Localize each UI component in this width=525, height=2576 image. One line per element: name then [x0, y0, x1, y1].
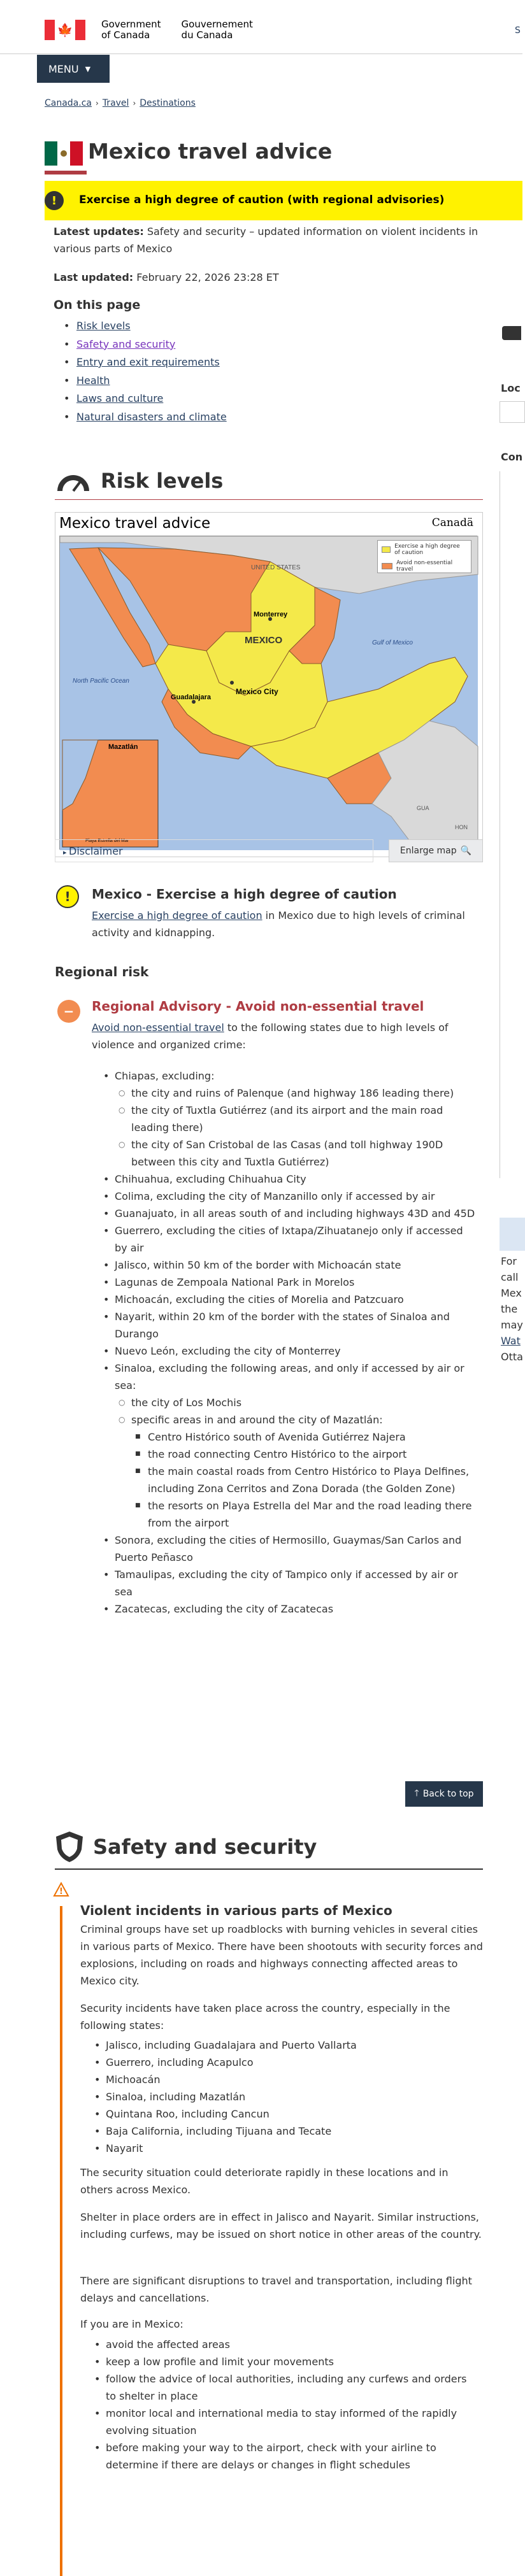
- map-label-hon: HON: [455, 824, 468, 830]
- list-item: • Michoacán: [93, 2071, 475, 2088]
- map-label-inset: Playa Estrella del Mar: [85, 839, 129, 843]
- shield-icon: [55, 1830, 84, 1863]
- list-item: • Quintana Roo, including Cancun: [93, 2105, 475, 2123]
- list-item: • Michoacán, excluding the cities of Morelia and Patzcuaro: [102, 1291, 478, 1308]
- regional-risk-heading: Regional risk: [55, 964, 149, 979]
- map-label-guadalajara: Guadalajara: [171, 694, 211, 701]
- header-divider: [0, 53, 522, 54]
- national-advisory-title: Mexico - Exercise a high degree of caution: [92, 886, 397, 902]
- disclaimer-toggle[interactable]: [55, 839, 373, 862]
- safety-paragraph: If you are in Mexico:: [80, 2318, 183, 2330]
- regional-advisory-title: Regional Advisory - Avoid non-essential travel: [92, 999, 424, 1014]
- breadcrumb: [45, 98, 196, 108]
- list-item: • Nayarit: [93, 2140, 475, 2157]
- toc-entry-exit[interactable]: Entry and exit requirements: [76, 356, 220, 368]
- breadcrumb-destinations[interactable]: Destinations: [140, 98, 196, 108]
- sidebar-heading: Con: [501, 451, 523, 463]
- map-city-dot: [230, 681, 234, 685]
- list-item: • Tamaulipas, excluding the city of Tampico only if accessed by air or sea: [102, 1566, 478, 1600]
- latest-updates: [54, 223, 480, 257]
- list-item: ○ the city of Tuxtla Gutiérrez (and its airport and the main road leading there): [119, 1102, 478, 1136]
- list-item: • Nuevo León, excluding the city of Monterrey: [102, 1342, 478, 1360]
- title-underline: [45, 171, 87, 174]
- risk-levels-title: Risk levels: [101, 469, 224, 493]
- list-item: • keep a low profile and limit your movements: [93, 2353, 469, 2370]
- sidebar-links: [500, 471, 525, 1178]
- sidebar-text-line: For: [501, 1255, 517, 1267]
- chevron-right-icon: ›: [133, 99, 136, 108]
- enlarge-map-button[interactable]: [389, 839, 483, 862]
- map-image[interactable]: [59, 536, 477, 850]
- map-label-ocean: North Pacific Ocean: [73, 678, 129, 685]
- list-item: ○ the city and ruins of Palenque (and highway 186 leading there): [119, 1085, 478, 1102]
- list-item: • Sinaloa, including Mazatlán: [93, 2088, 475, 2105]
- advisory-banner: [45, 181, 522, 220]
- table-of-contents: [64, 317, 227, 426]
- list-item: • Baja California, including Tijuana and Tecate: [93, 2123, 475, 2140]
- chevron-right-icon: ›: [96, 99, 99, 108]
- toc-safety[interactable]: Safety and security: [76, 338, 176, 350]
- toc-heading: On this page: [54, 298, 141, 312]
- safety-title: Safety and security: [93, 1835, 317, 1859]
- advice-list: [93, 2336, 469, 2473]
- list-item: ■ the road connecting Centro Histórico to the airport: [135, 1446, 478, 1463]
- advisory-banner-text: Exercise a high degree of caution (with regional advisories): [79, 194, 445, 206]
- region-mazatlan: specific areas in and around the city of Mazatlán:: [131, 1414, 383, 1426]
- regional-advisory-link[interactable]: Avoid non-essential travel: [92, 1021, 224, 1034]
- back-to-top-button[interactable]: [405, 1781, 483, 1807]
- section-rule: [55, 499, 483, 500]
- list-item: • Guerrero, including Acapulco: [93, 2054, 475, 2071]
- minus-circle-icon: −: [57, 1000, 80, 1023]
- list-item: • Colima, excluding the city of Manzanillo only if accessed by air: [102, 1188, 478, 1205]
- breadcrumb-travel[interactable]: Travel: [102, 98, 129, 108]
- sidebar-heading: Loc: [501, 382, 521, 394]
- list-item: • Zacatecas, excluding the city of Zacatecas: [102, 1600, 478, 1618]
- arrow-up-icon: 🡑: [414, 1788, 419, 1798]
- menu-button[interactable]: [37, 55, 110, 83]
- legend-caution: Exercise a high degree of caution: [394, 543, 460, 556]
- sidebar-text-line: call: [501, 1271, 519, 1283]
- site-header: [0, 0, 522, 56]
- map-label-mazatlan: Mazatlán: [108, 743, 138, 751]
- regional-advisory-text: [92, 1019, 487, 1053]
- states-list: [93, 2037, 475, 2157]
- canada-wordmark: Canadä: [431, 516, 473, 529]
- disclaimer-label: Disclaimer: [69, 845, 123, 857]
- gov-en-line2: of Canada: [101, 29, 150, 41]
- sidebar-link[interactable]: Wat: [501, 1335, 521, 1347]
- list-item: • Jalisco, within 50 km of the border with Michoacán state: [102, 1256, 478, 1274]
- language-toggle[interactable]: S: [515, 25, 521, 36]
- triangle-right-icon: ▸: [63, 848, 69, 857]
- national-advisory-body: in Mexico due to high levels of criminal activity and kidnapping.: [92, 909, 465, 939]
- list-item: • monitor local and international media to stay informed of the rapidly evolving situation: [93, 2405, 469, 2439]
- sidebar-text-line: may: [501, 1319, 523, 1331]
- list-item: • Lagunas de Zempoala National Park in Morelos: [102, 1274, 478, 1291]
- regional-advisory-body: to the following states due to high levels of violence and organized crime:: [92, 1021, 449, 1051]
- national-advisory-link[interactable]: Exercise a high degree of caution: [92, 909, 262, 922]
- sidebar-text-line: Otta: [501, 1351, 523, 1363]
- legend-avoid-swatch: [382, 563, 392, 569]
- warning-icon: !: [45, 191, 64, 210]
- risk-levels-heading: [55, 469, 223, 493]
- gauge-icon: [55, 469, 92, 492]
- region-sinaloa: Sinaloa, excluding the following areas, and only if accessed by air or sea:: [115, 1362, 464, 1391]
- map-label-monterrey: Monterrey: [254, 611, 288, 618]
- enlarge-map-label: Enlarge map: [399, 846, 457, 856]
- list-item: • Sonora, excluding the cities of Hermosillo, Guaymas/San Carlos and Puerto Peñasco: [102, 1532, 478, 1566]
- breadcrumb-canada[interactable]: Canada.ca: [45, 98, 92, 108]
- safety-paragraph: Shelter in place orders are in effect in Jalisco and Nayarit. Similar instructions, including curfews, may be issued on short notice in other areas of the country.: [80, 2211, 482, 2240]
- safety-subheading: Violent incidents in various parts of Mexico: [80, 1903, 392, 1918]
- last-updated-label: Last updated:: [54, 271, 134, 283]
- gov-fr-line2: du Canada: [181, 29, 233, 41]
- right-sidebar: [500, 318, 523, 1363]
- safety-heading: [55, 1830, 317, 1863]
- list-item: • avoid the affected areas: [93, 2336, 469, 2353]
- list-item: ■ Centro Histórico south of Avenida Gutiérrez Najera: [135, 1428, 478, 1446]
- toc-laws[interactable]: Laws and culture: [76, 392, 164, 404]
- sidebar-text: [501, 1253, 523, 1365]
- zoom-in-icon: 🔍: [460, 846, 472, 856]
- list-item: • Guanajuato, in all areas south of and including highways 43D and 45D: [102, 1205, 478, 1222]
- back-to-top-label: Back to top: [422, 1789, 474, 1799]
- safety-paragraph: The security situation could deteriorate rapidly in these locations and in others across Mexico.: [80, 2167, 449, 2196]
- airplane-icon: [502, 326, 521, 340]
- list-item: ○ the city of Los Mochis: [119, 1394, 478, 1411]
- risk-map: [55, 512, 483, 857]
- menu-label: MENU: [48, 62, 79, 75]
- safety-paragraph: There are significant disruptions to travel and transportation, including flight delays and cancellations.: [80, 2275, 472, 2304]
- svg-text:!: !: [59, 1887, 63, 1896]
- list-item: • Chihuahua, excluding Chihuahua City: [102, 1171, 478, 1188]
- last-updated-value: February 22, 2026 23:28 ET: [136, 271, 279, 283]
- list-item: [119, 1411, 478, 1532]
- map-label-mexico-city: Mexico City: [236, 687, 278, 696]
- legend-avoid: Avoid non-essential travel: [396, 560, 453, 573]
- toc-risk-levels[interactable]: Risk levels: [76, 320, 131, 332]
- section-rule: [55, 1868, 483, 1870]
- government-of-canada-signature[interactable]: [45, 19, 273, 41]
- map-label-gulf: Gulf of Mexico: [372, 639, 413, 646]
- list-item: ■ the resorts on Playa Estrella del Mar and the road leading there from the airport: [135, 1497, 478, 1532]
- list-item: • Guerrero, excluding the cities of Ixtapa/Zihuatanejo only if accessed by air: [102, 1222, 478, 1256]
- list-item: • follow the advice of local authorities, including any curfews and orders to shelter in place: [93, 2370, 469, 2405]
- sidebar-active-item[interactable]: [500, 1218, 525, 1251]
- map-label-gua: GUA: [417, 805, 429, 811]
- last-updated: [54, 269, 279, 286]
- alert-left-bar: [60, 1906, 62, 2576]
- list-item: • before making your way to the airport, check with your airline to determine if there are delays or changes in flight schedules: [93, 2439, 469, 2473]
- map-title: Mexico travel advice: [59, 515, 211, 532]
- list-item: ■ the main coastal roads from Centro Histórico to Playa Delfines, including Zona Cerritos and Zona Dorada (the Golden Zone): [135, 1463, 478, 1497]
- national-advisory-text: [92, 907, 474, 941]
- canada-flag-icon: 🍁: [45, 20, 85, 40]
- region-chiapas: Chiapas, excluding:: [115, 1070, 215, 1082]
- map-label-us: UNITED STATES: [251, 564, 301, 571]
- warning-icon: !: [56, 885, 79, 908]
- latest-updates-label: Latest updates:: [54, 225, 144, 238]
- list-item: • Nayarit, within 20 km of the border with the states of Sinaloa and Durango: [102, 1308, 478, 1342]
- map-legend: [377, 540, 471, 573]
- list-item: [102, 1360, 478, 1532]
- list-item: ○ the city of San Cristobal de las Casas (and toll highway 190D between this city and Tuxtla Gutiérrez): [119, 1136, 478, 1171]
- map-label-mexico: MEXICO: [245, 635, 283, 646]
- list-item: • Jalisco, including Guadalajara and Puerto Vallarta: [93, 2037, 475, 2054]
- toc-health[interactable]: Health: [76, 374, 110, 387]
- sidebar-select[interactable]: [500, 401, 525, 423]
- mexico-map-svg: [60, 536, 478, 850]
- legend-caution-swatch: [382, 546, 391, 553]
- regional-list: [102, 1067, 478, 1618]
- gov-fr-line1: Gouvernement: [181, 18, 253, 30]
- list-item: [102, 1067, 478, 1171]
- mexico-flag-icon: [45, 141, 83, 166]
- page-title: Mexico travel advice: [88, 139, 333, 164]
- safety-paragraph: Security incidents have taken place across the country, especially in the following states:: [80, 2002, 450, 2032]
- sidebar-text-line: the: [501, 1303, 518, 1315]
- alert-triangle-icon: [54, 1882, 69, 1896]
- latest-updates-text: Safety and security – updated information on violent incidents in various parts of Mexico: [54, 225, 478, 255]
- toc-natural-disasters[interactable]: Natural disasters and climate: [76, 410, 227, 423]
- safety-paragraph: Criminal groups have set up roadblocks with burning vehicles in several cities in various parts of Mexico. There have been shootouts with security forces and explosions, including on roads and highways connecting affected areas to Mexico city.: [80, 1923, 483, 1987]
- chevron-down-icon: ▼: [85, 64, 91, 73]
- sidebar-text-line: Mex: [501, 1287, 522, 1299]
- gov-en-line1: Government: [101, 18, 161, 30]
